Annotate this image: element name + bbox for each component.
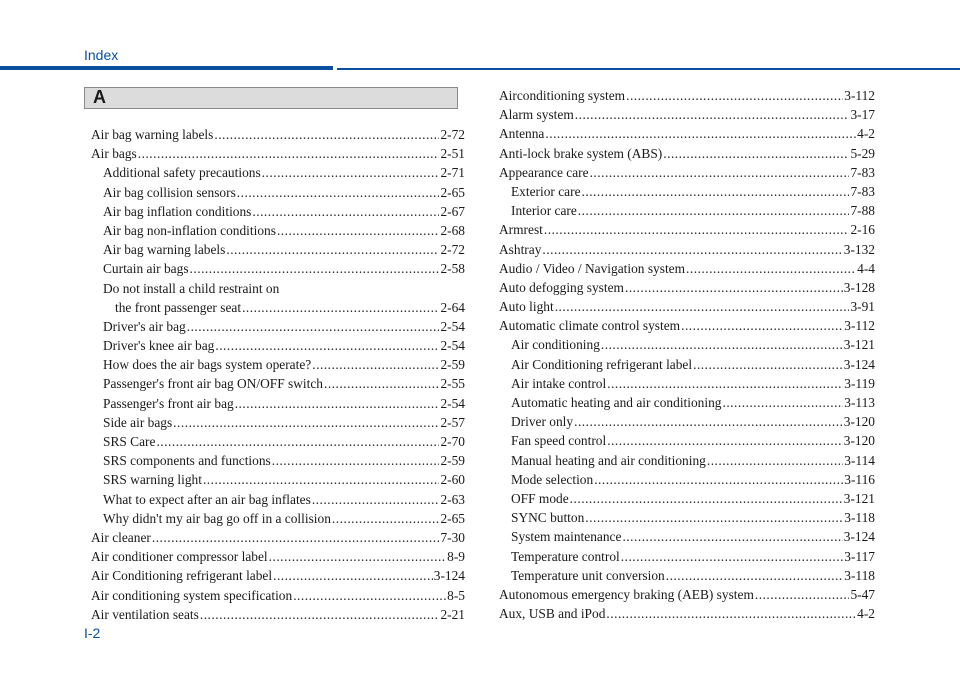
index-entry-label: Armrest bbox=[499, 222, 543, 238]
index-entry-label: the front passenger seat bbox=[115, 299, 242, 315]
index-entry-label: Automatic heating and air conditioning bbox=[511, 395, 722, 410]
index-entry bbox=[499, 470, 875, 489]
index-entry-label: Auto light bbox=[499, 299, 554, 315]
index-entry-page: 4-2 bbox=[857, 126, 875, 142]
index-entry-label: Air bag collision sensors bbox=[103, 184, 236, 200]
index-entry-label: Curtain air bags bbox=[103, 261, 189, 277]
index-entry bbox=[91, 490, 465, 509]
index-entry-page: 4-2 bbox=[857, 606, 875, 622]
index-entry bbox=[91, 298, 465, 317]
index-entry-leader-dots bbox=[190, 259, 440, 278]
index-entry-page: 3-120 bbox=[843, 414, 875, 430]
index-entry-page: 3-116 bbox=[844, 471, 875, 487]
index-entry-leader-dots bbox=[607, 431, 843, 450]
index-entry-leader-dots bbox=[570, 489, 843, 508]
index-entry-label: Driver's air bag bbox=[103, 318, 186, 334]
index-entry-leader-dots bbox=[585, 508, 843, 527]
index-entry-page: 3-124 bbox=[843, 356, 875, 372]
index-entry-leader-dots bbox=[138, 144, 440, 163]
index-entry-page: 3-91 bbox=[850, 299, 875, 315]
index-entry-label: How does the air bags system operate? bbox=[103, 357, 312, 373]
index-entry-leader-dots bbox=[555, 297, 850, 316]
index-entry-page: 4-4 bbox=[857, 260, 875, 276]
index-entry-leader-dots bbox=[575, 105, 850, 124]
index-entry-leader-dots bbox=[237, 183, 440, 202]
index-entry-leader-dots bbox=[545, 124, 856, 143]
index-entry-page: 2-57 bbox=[440, 414, 465, 430]
index-entry-page: 3-112 bbox=[844, 88, 875, 103]
index-entry-label: Additional safety precautions bbox=[103, 165, 261, 181]
index-entry-page: 2-60 bbox=[440, 472, 465, 488]
index-entry-leader-dots bbox=[590, 163, 850, 182]
index-entry-label: Side air bags bbox=[103, 414, 173, 430]
index-entry-page: 3-17 bbox=[850, 107, 875, 123]
header-rule-thick bbox=[0, 66, 333, 70]
index-entry-label: SRS warning light bbox=[103, 472, 202, 488]
index-entry-page: 2-67 bbox=[440, 203, 465, 219]
index-entry-label: Why didn't my air bag go off in a collision bbox=[103, 510, 331, 526]
index-entry-page: 2-65 bbox=[440, 184, 465, 200]
index-entry bbox=[499, 412, 875, 431]
index-entry-label: Driver only bbox=[511, 414, 574, 430]
index-entry-label: Exterior care bbox=[511, 183, 581, 199]
index-entry bbox=[91, 279, 465, 298]
index-entry-page: 3-114 bbox=[844, 452, 875, 468]
index-entry-label: Airconditioning system bbox=[499, 88, 626, 103]
index-entry bbox=[91, 125, 465, 144]
index-entry bbox=[499, 431, 875, 450]
index-entry-leader-dots bbox=[681, 316, 843, 335]
index-entry-page: 2-68 bbox=[440, 222, 465, 238]
index-entry-page: 2-21 bbox=[440, 606, 465, 622]
index-entry-label: Air intake control bbox=[511, 375, 607, 391]
index-entry-page: 2-64 bbox=[440, 299, 465, 315]
index-entry-page: 3-121 bbox=[843, 337, 875, 353]
index-entry-leader-dots bbox=[594, 470, 843, 489]
index-entry-label: Passenger's front air bag bbox=[103, 395, 234, 411]
index-entry-label: Appearance care bbox=[499, 164, 589, 180]
index-entry-label: Ashtray bbox=[499, 241, 542, 257]
index-entry-page: 5-47 bbox=[850, 586, 875, 602]
index-entry-page: 3-124 bbox=[843, 529, 875, 545]
index-entry-leader-dots bbox=[272, 451, 440, 470]
index-entry-label: Manual heating and air conditioning bbox=[511, 452, 706, 468]
index-entry-leader-dots bbox=[242, 298, 439, 317]
index-entry bbox=[499, 124, 875, 143]
index-entry-label: Air bag warning labels bbox=[91, 127, 214, 142]
index-entry-label: Alarm system bbox=[499, 107, 574, 123]
index-entry-leader-dots bbox=[214, 125, 439, 144]
index-entry bbox=[91, 451, 465, 470]
index-entry bbox=[499, 527, 875, 546]
index-entry-page: 2-51 bbox=[440, 146, 465, 162]
index-entry-label: Anti-lock brake system (ABS) bbox=[499, 145, 663, 161]
index-entry bbox=[499, 316, 875, 335]
index-entry bbox=[499, 566, 875, 585]
index-entry-leader-dots bbox=[262, 163, 440, 182]
index-entry-leader-dots bbox=[312, 490, 440, 509]
index-entry-label: Mode selection bbox=[511, 471, 594, 487]
index-entry-leader-dots bbox=[200, 605, 440, 624]
index-entry-leader-dots bbox=[152, 528, 440, 547]
section-heading-box bbox=[84, 87, 458, 109]
index-entry-label: Interior care bbox=[511, 203, 577, 219]
index-entry-leader-dots bbox=[578, 201, 850, 220]
index-entry-leader-dots bbox=[607, 374, 843, 393]
index-entry bbox=[91, 355, 465, 374]
index-entry-page: 2-72 bbox=[440, 242, 465, 258]
index-entry bbox=[499, 547, 875, 566]
index-entry-leader-dots bbox=[203, 470, 440, 489]
index-entry bbox=[91, 394, 465, 413]
index-entry bbox=[499, 220, 875, 239]
index-entry bbox=[91, 528, 465, 547]
index-entry-page: 2-55 bbox=[440, 376, 465, 392]
index-entry-leader-dots bbox=[187, 317, 440, 336]
index-entry-page: 3-118 bbox=[844, 567, 875, 583]
index-entry-leader-dots bbox=[622, 527, 842, 546]
index-entry-leader-dots bbox=[235, 394, 440, 413]
index-entry-page: 2-65 bbox=[440, 510, 465, 526]
index-entry bbox=[499, 163, 875, 182]
header-rule-thin bbox=[337, 68, 960, 70]
index-entry bbox=[499, 393, 875, 412]
section-letter: A bbox=[93, 87, 106, 107]
index-entry bbox=[91, 183, 465, 202]
index-entry-leader-dots bbox=[574, 412, 843, 431]
index-entry-page: 2-59 bbox=[440, 453, 465, 469]
index-entry-page: 3-117 bbox=[844, 548, 875, 564]
index-entry bbox=[91, 470, 465, 489]
index-entry-label: Air cleaner bbox=[91, 529, 151, 545]
index-entry-page: 2-54 bbox=[440, 338, 465, 354]
index-entry-page: 3-120 bbox=[843, 433, 875, 449]
index-entry-leader-dots bbox=[273, 566, 433, 585]
index-entry-page: 2-59 bbox=[440, 357, 465, 373]
page-number: I-2 bbox=[84, 625, 101, 641]
index-entry-page: 7-83 bbox=[850, 183, 875, 199]
index-entry bbox=[91, 144, 465, 163]
index-entry-label: Air Conditioning refrigerant label bbox=[91, 568, 273, 584]
page-header-title: Index bbox=[84, 47, 119, 63]
index-entry-label: Temperature control bbox=[511, 548, 620, 564]
index-entry-leader-dots bbox=[625, 278, 843, 297]
index-entry-leader-dots bbox=[269, 547, 447, 566]
index-entry-label: Temperature unit conversion bbox=[511, 567, 665, 583]
index-entry bbox=[499, 201, 875, 220]
index-entry bbox=[499, 240, 875, 259]
index-entry-label: Air conditioning system specification bbox=[91, 587, 293, 603]
index-entry-label: OFF mode bbox=[511, 490, 569, 506]
index-entry-label: Air bag inflation conditions bbox=[103, 203, 252, 219]
index-entry-label: Air conditioning bbox=[511, 337, 600, 353]
index-column-left bbox=[91, 125, 465, 624]
index-entry bbox=[91, 163, 465, 182]
index-entry-leader-dots bbox=[324, 374, 439, 393]
index-entry-label: Automatic climate control system bbox=[499, 318, 681, 334]
index-entry bbox=[499, 508, 875, 527]
index-entry bbox=[91, 413, 465, 432]
index-entry-leader-dots bbox=[601, 335, 843, 354]
index-entry-label: Air bag non-inflation conditions bbox=[103, 222, 276, 238]
index-entry bbox=[91, 317, 465, 336]
index-entry bbox=[91, 566, 465, 585]
index-entry-leader-dots bbox=[173, 413, 439, 432]
index-entry-leader-dots bbox=[606, 604, 856, 623]
index-entry-leader-dots bbox=[582, 182, 850, 201]
index-entry-page: 2-16 bbox=[850, 222, 875, 238]
index-entry-page: 2-54 bbox=[440, 318, 465, 334]
index-entry-page: 3-121 bbox=[843, 490, 875, 506]
index-entry bbox=[499, 355, 875, 374]
index-entry-page: 3-113 bbox=[844, 395, 875, 410]
index-entry-page: 2-72 bbox=[440, 127, 465, 142]
index-entry-page: 2-58 bbox=[440, 261, 465, 277]
index-entry-leader-dots bbox=[277, 221, 440, 240]
index-entry-leader-dots bbox=[666, 566, 844, 585]
index-column-right bbox=[499, 86, 875, 623]
index-entry-label: SYNC button bbox=[511, 510, 585, 526]
index-entry bbox=[499, 489, 875, 508]
index-entry-label: Air conditioner compressor label bbox=[91, 549, 268, 565]
index-entry-leader-dots bbox=[226, 240, 439, 259]
index-entry-page: 7-83 bbox=[850, 164, 875, 180]
index-entry-leader-dots bbox=[626, 86, 843, 105]
index-entry-label: Air Conditioning refrigerant label bbox=[511, 356, 693, 372]
index-entry-label: Audio / Video / Navigation system bbox=[499, 260, 686, 276]
index-entry-label: System maintenance bbox=[511, 529, 622, 545]
index-entry bbox=[91, 509, 465, 528]
index-entry-page: 3-118 bbox=[844, 510, 875, 526]
index-entry-leader-dots bbox=[156, 432, 439, 451]
index-entry-leader-dots bbox=[215, 336, 439, 355]
index-entry-label: SRS components and functions bbox=[103, 453, 271, 469]
index-entry-leader-dots bbox=[332, 509, 440, 528]
index-entry-page: 5-29 bbox=[850, 145, 875, 161]
index-entry-leader-dots bbox=[693, 355, 843, 374]
index-entry-page: 3-128 bbox=[843, 279, 875, 295]
index-entry-page: 8-9 bbox=[447, 549, 465, 565]
index-entry bbox=[91, 336, 465, 355]
index-entry-leader-dots bbox=[544, 220, 850, 239]
index-entry bbox=[499, 297, 875, 316]
index-entry-page: 7-30 bbox=[440, 529, 465, 545]
index-entry bbox=[499, 86, 875, 105]
index-entry bbox=[91, 259, 465, 278]
index-entry-label: Aux, USB and iPod bbox=[499, 606, 606, 622]
index-entry bbox=[499, 604, 875, 623]
index-entry-leader-dots bbox=[542, 240, 842, 259]
index-entry bbox=[91, 221, 465, 240]
index-entry bbox=[91, 432, 465, 451]
index-entry bbox=[499, 182, 875, 201]
index-entry-page: 3-132 bbox=[843, 241, 875, 257]
index-entry-label: SRS Care bbox=[103, 434, 156, 449]
index-entry-leader-dots bbox=[252, 202, 439, 221]
index-entry-label: Passenger's front air bag ON/OFF switch bbox=[103, 376, 323, 392]
index-entry-leader-dots bbox=[707, 451, 843, 470]
index-entry-leader-dots bbox=[686, 259, 856, 278]
index-entry-page: 2-54 bbox=[440, 395, 465, 411]
index-entry-page: 8-5 bbox=[447, 587, 465, 603]
index-entry-label: Air bags bbox=[91, 146, 137, 162]
index-entry-page: 3-119 bbox=[844, 375, 875, 391]
index-entry-leader-dots bbox=[755, 585, 850, 604]
index-entry bbox=[499, 105, 875, 124]
index-entry-page: 2-63 bbox=[440, 491, 465, 507]
index-entry bbox=[91, 605, 465, 624]
index-entry-label: Auto defogging system bbox=[499, 279, 624, 295]
index-entry-leader-dots bbox=[312, 355, 439, 374]
index-entry bbox=[91, 202, 465, 221]
index-entry-page: 2-70 bbox=[440, 434, 465, 449]
index-entry bbox=[91, 374, 465, 393]
index-entry bbox=[499, 374, 875, 393]
index-entry-page: 3-124 bbox=[433, 568, 465, 584]
index-entry-label: Fan speed control bbox=[511, 433, 607, 449]
index-entry bbox=[499, 144, 875, 163]
index-entry bbox=[91, 240, 465, 259]
index-entry-leader-dots bbox=[722, 393, 843, 412]
index-entry bbox=[91, 586, 465, 605]
index-entry-label: Antenna bbox=[499, 126, 545, 142]
index-entry bbox=[499, 585, 875, 604]
index-entry-page: 3-112 bbox=[844, 318, 875, 334]
index-entry bbox=[499, 259, 875, 278]
index-entry-leader-dots bbox=[621, 547, 844, 566]
index-entry-page: 7-88 bbox=[850, 203, 875, 219]
index-entry bbox=[499, 335, 875, 354]
index-entry-label: Air bag warning labels bbox=[103, 242, 226, 258]
index-entry bbox=[91, 547, 465, 566]
index-entry bbox=[499, 278, 875, 297]
index-entry-leader-dots bbox=[663, 144, 849, 163]
index-entry-label: Do not install a child restraint on bbox=[103, 280, 280, 296]
index-entry-label: Autonomous emergency braking (AEB) system bbox=[499, 586, 754, 602]
index-entry-label: Air ventilation seats bbox=[91, 606, 199, 622]
index-entry bbox=[499, 451, 875, 470]
index-entry-page: 2-71 bbox=[440, 165, 465, 181]
index-entry-leader-dots bbox=[293, 586, 446, 605]
index-entry-label: Driver's knee air bag bbox=[103, 338, 215, 354]
index-entry-label: What to expect after an air bag inflates bbox=[103, 491, 311, 507]
